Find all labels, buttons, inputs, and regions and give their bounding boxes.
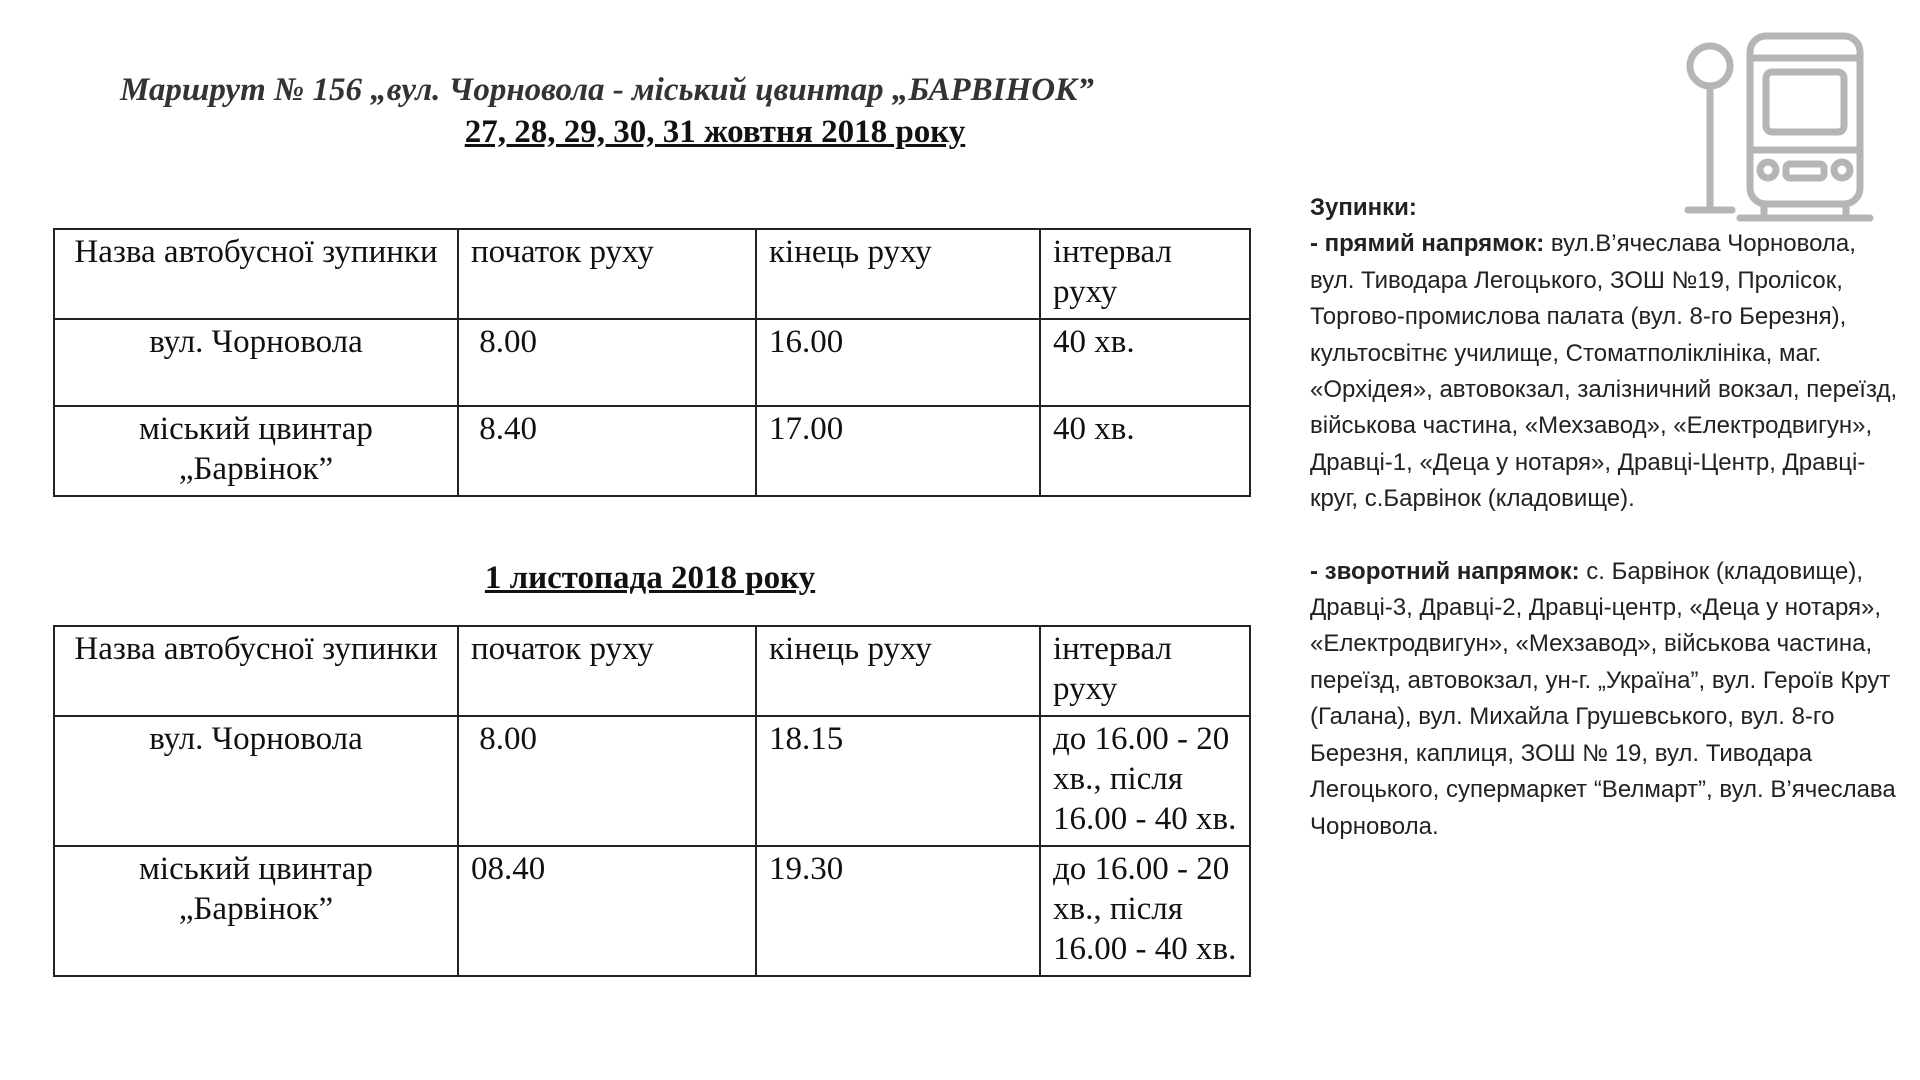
table-row [54, 319, 1250, 406]
table-row [54, 716, 1250, 846]
cell-stop: вул. Чорновола [54, 716, 458, 846]
column-header-interval: інтервал руху [1040, 229, 1250, 319]
cell-end: 16.00 [756, 319, 1040, 406]
column-header-start: початок руху [458, 229, 756, 319]
cell-end: 17.00 [756, 406, 1040, 496]
return-route [1310, 554, 1900, 845]
return-stops-text: с. Барвінок (кладовище), Дравці-3, Дравці-2, Дравці-центр, «Деца у нотаря», «Електродвигун», «Мехзавод», військова частина, переїзд, автовокзал, ун-г. „Україна”, вул. Героїв Крут (Галана), вул. Михайла Грушевського, вул. 8-го Березня, каплиця, ЗОШ № 19, вул. Тиводара Легоцького, супермаркет “Велмарт”, вул. В’ячеслава Чорновола. [1310, 557, 1896, 840]
stops-heading: Зупинки: [1310, 194, 1417, 221]
period-heading-1: 27, 28, 29, 30, 31 жовтня 2018 року [464, 114, 966, 150]
cell-start: 8.00 [458, 716, 756, 846]
stops-panel [1310, 190, 1900, 845]
cell-stop: міський цвинтар „Барвінок” [54, 406, 458, 496]
column-header-interval: інтервал руху [1040, 626, 1250, 716]
schedule-table-1 [53, 228, 1251, 497]
period-heading-2: 1 листопада 2018 року [484, 560, 816, 596]
cell-start: 8.40 [458, 406, 756, 496]
column-header-start: початок руху [458, 626, 756, 716]
forward-label: - прямий напрямок: [1310, 230, 1545, 258]
bus-stop-icon [1680, 28, 1880, 228]
forward-route [1310, 226, 1900, 517]
cell-interval: 40 хв. [1040, 319, 1250, 406]
cell-interval: до 16.00 - 20 хв., після 16.00 - 40 хв. [1040, 846, 1250, 976]
table-row [54, 406, 1250, 496]
forward-stops-text: вул.В’ячеслава Чорновола, вул. Тиводара Легоцького, ЗОШ №19, Пролісок, Торгово-промислова палата (вул. 8-го Березня), культосвітнє училище, Стоматполіклініка, маг. «Орхідея», автовокзал, залізничний вокзал, переїзд, військова частина, «Мехзавод», «Електродвигун», Дравці-1, «Деца у нотаря», Дравці-Центр, Дравці-круг, с.Барвінок (кладовище). [1310, 230, 1898, 513]
cell-start: 08.40 [458, 846, 756, 976]
return-label: - зворотний напрямок: [1310, 557, 1580, 585]
route-title [120, 72, 1190, 109]
cell-stop: вул. Чорновола [54, 319, 458, 406]
cell-interval: 40 хв. [1040, 406, 1250, 496]
cell-end: 19.30 [756, 846, 1040, 976]
table-row [54, 846, 1250, 976]
column-header-end: кінець руху [756, 626, 1040, 716]
route-title-text: Маршрут № 156 „вул. Чорновола - міський цвинтар „БАРВІНОК” [120, 72, 1094, 108]
column-header-stop: Назва автобусної зупинки [54, 229, 458, 319]
cell-interval: до 16.00 - 20 хв., після 16.00 - 40 хв. [1040, 716, 1250, 846]
cell-stop: міський цвинтар „Барвінок” [54, 846, 458, 976]
column-header-end: кінець руху [756, 229, 1040, 319]
table-header-row [54, 626, 1250, 716]
schedule-table-2 [53, 625, 1251, 977]
table-header-row [54, 229, 1250, 319]
cell-end: 18.15 [756, 716, 1040, 846]
cell-start: 8.00 [458, 319, 756, 406]
column-header-stop: Назва автобусної зупинки [54, 626, 458, 716]
